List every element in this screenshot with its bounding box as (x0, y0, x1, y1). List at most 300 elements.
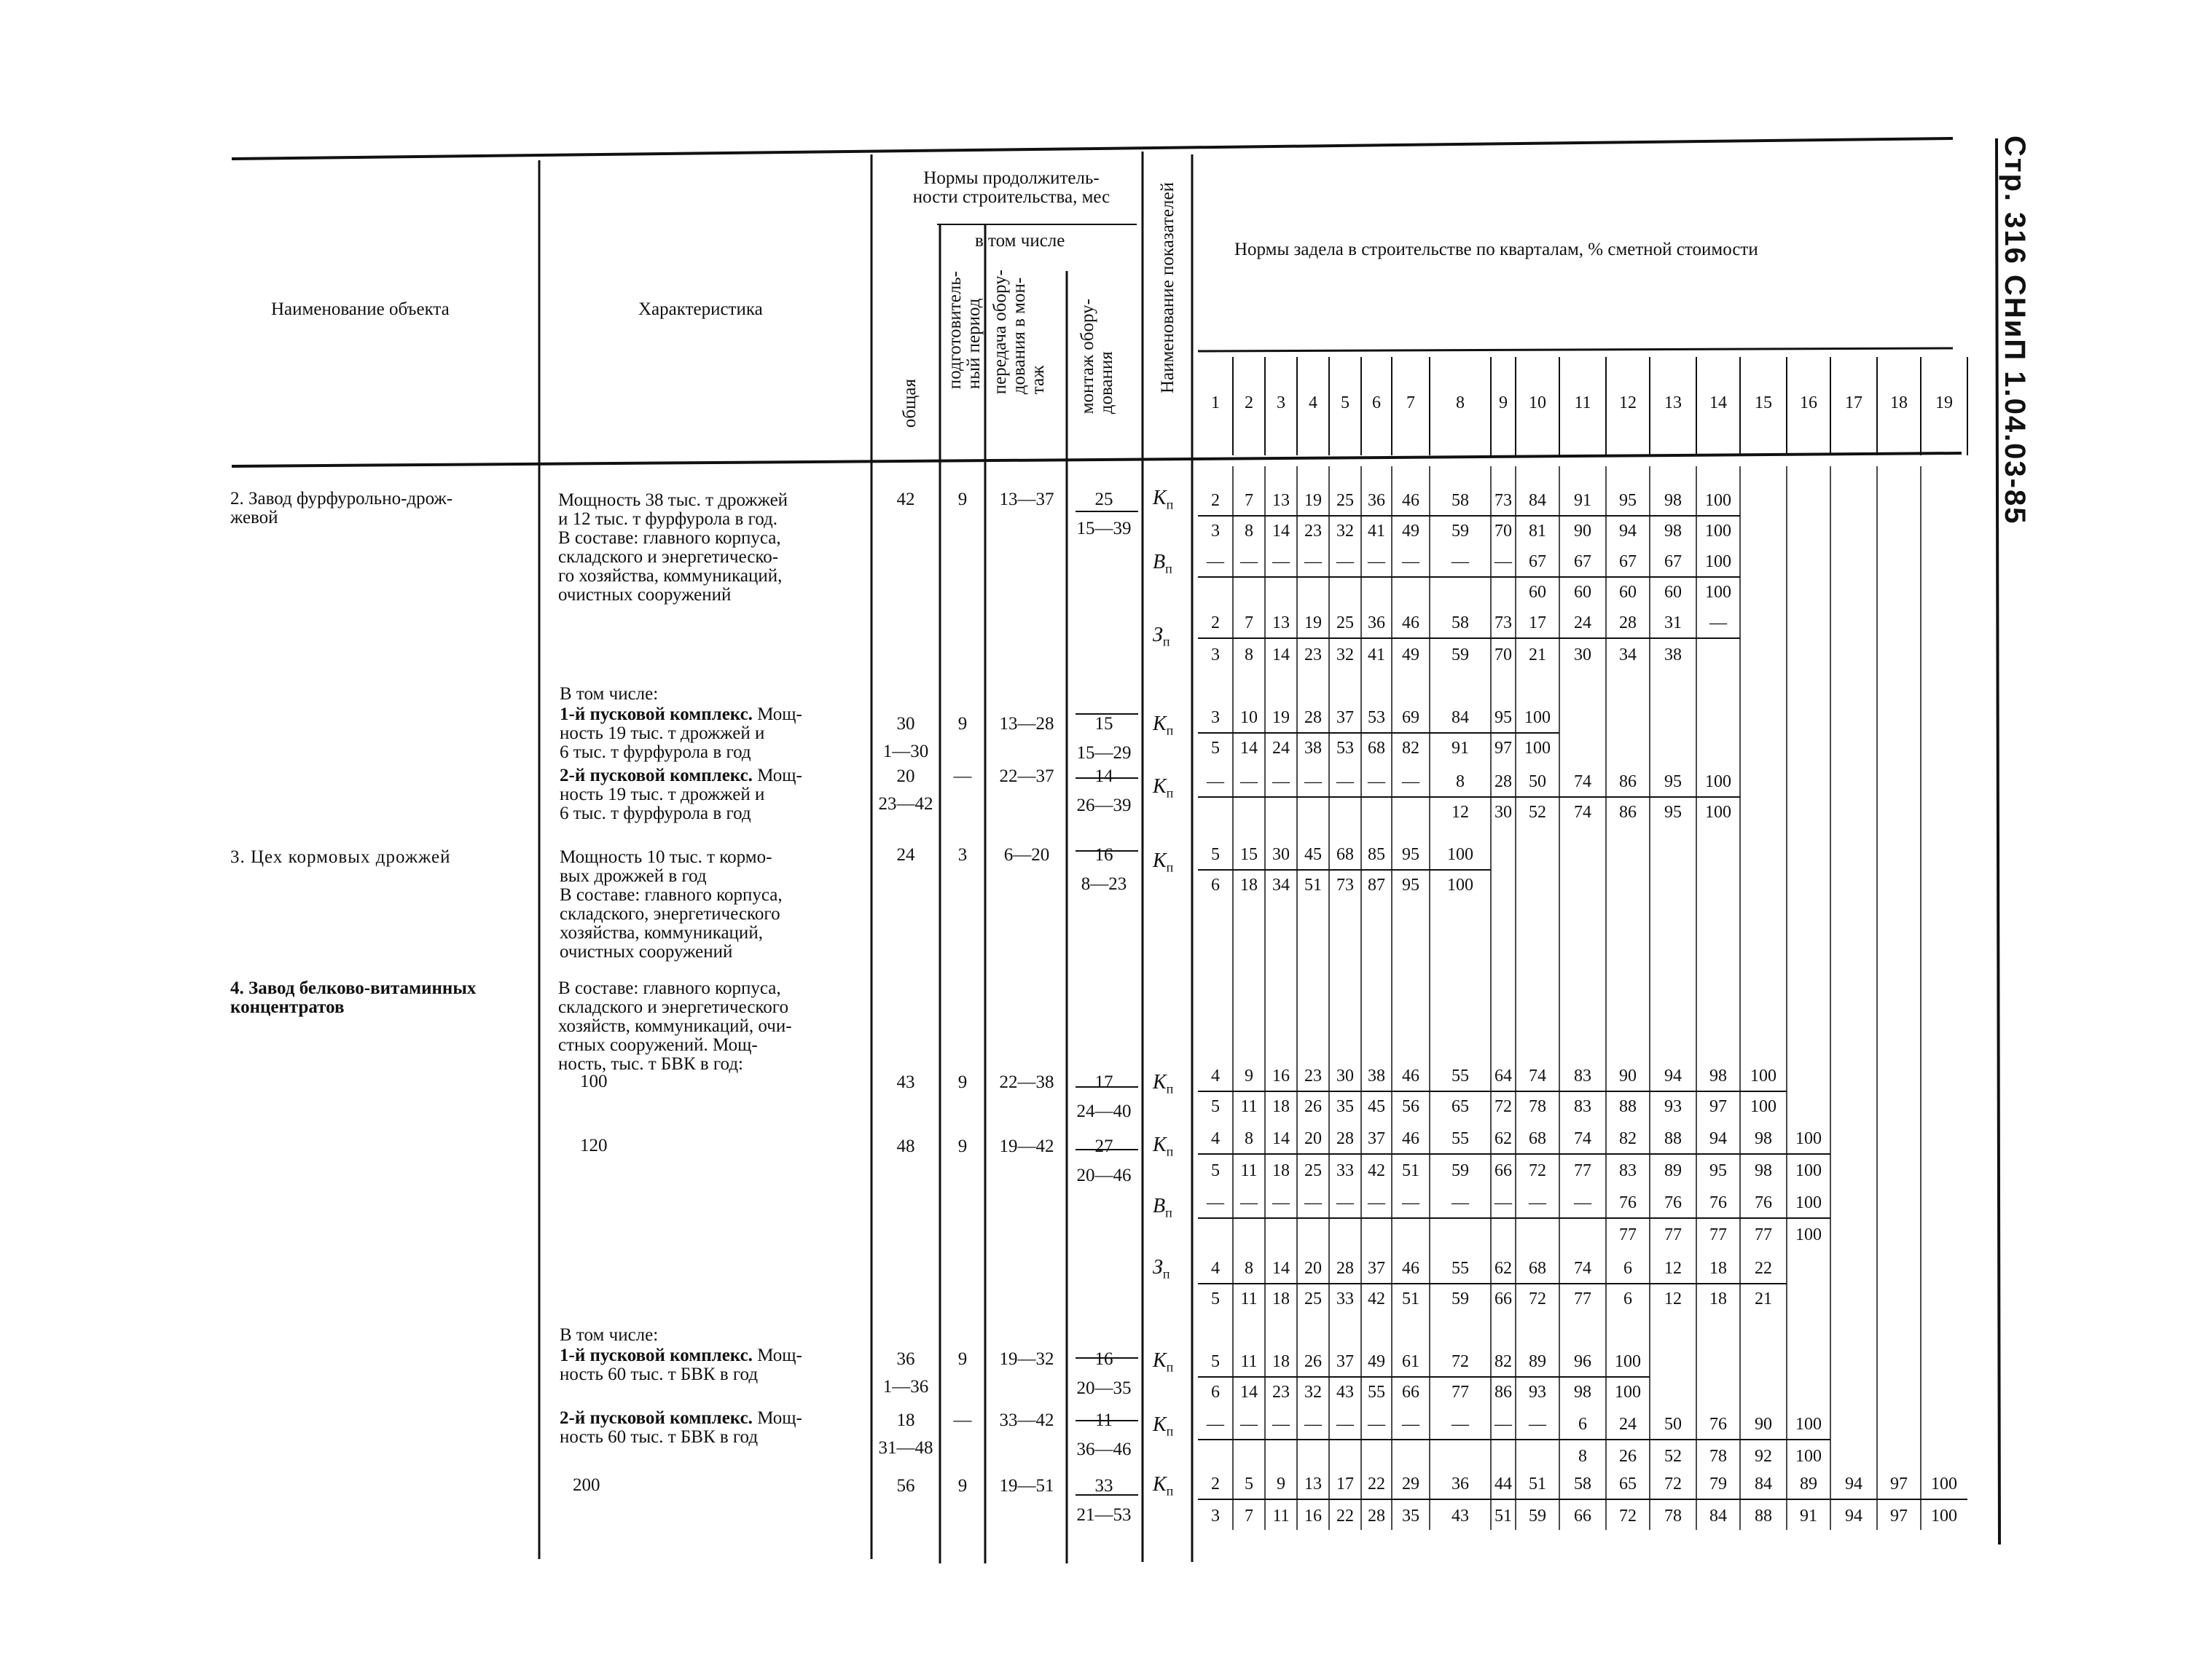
duration-total: 43 (896, 1072, 915, 1092)
value-cell: 5 (1211, 1352, 1220, 1371)
indicator-К (1153, 1071, 1173, 1097)
quarter-3: 3 (1277, 393, 1285, 412)
value-cell: 23 (1304, 645, 1322, 664)
value-cell: 46 (1402, 491, 1419, 510)
value-cell: 98 (1664, 522, 1682, 541)
duration-install-range: 20—35 (1076, 1378, 1132, 1398)
value-cell: 72 (1619, 1507, 1637, 1526)
value-cell: 74 (1574, 1129, 1591, 1148)
value-cell: 100 (1524, 708, 1551, 727)
value-cell: 8 (1245, 1259, 1253, 1278)
header-duration-norms: Нормы продолжитель- ности строительства, мес (912, 168, 1110, 207)
value-cell: 5 (1211, 739, 1220, 758)
duration-prep: 9 (957, 1137, 968, 1156)
value-cell: 55 (1452, 1129, 1469, 1148)
value-cell: 98 (1755, 1161, 1772, 1180)
value-cell: 43 (1452, 1507, 1469, 1526)
value-cell: 25 (1336, 491, 1354, 510)
value-cell: — (1452, 1193, 1469, 1212)
value-cell: 84 (1709, 1507, 1727, 1526)
complex2-text: Мощ- ность 60 тыс. т БВК в год (560, 1408, 802, 1447)
value-cell: 88 (1619, 1097, 1637, 1116)
value-cell: 90 (1574, 522, 1591, 541)
value-cell: 28 (1304, 708, 1322, 727)
value-cell: — (1402, 772, 1419, 791)
value-cell: 77 (1452, 1383, 1469, 1402)
value-cell: — (1494, 1193, 1512, 1212)
value-cell: 51 (1402, 1161, 1419, 1180)
value-cell: 68 (1368, 739, 1385, 758)
duration-total: 20 (896, 766, 915, 786)
value-cell: 28 (1619, 613, 1637, 632)
value-cell: 31 (1664, 613, 1682, 632)
char-obj4-120: 120 (580, 1136, 608, 1155)
value-cell: 77 (1755, 1225, 1772, 1244)
value-cell: 66 (1402, 1383, 1419, 1402)
complex1-text: Мощ- ность 60 тыс. т БВК в год (560, 1346, 802, 1384)
value-cell: 51 (1402, 1290, 1419, 1308)
value-cell: 46 (1402, 1067, 1419, 1086)
value-cell: 95 (1619, 491, 1637, 510)
value-cell: 84 (1452, 708, 1469, 727)
value-cell: — (1452, 552, 1469, 571)
complex2-label: 2-й пусковой комплекс. (560, 1408, 753, 1428)
indicator-К (1153, 775, 1173, 801)
value-cell: 100 (1795, 1447, 1822, 1466)
value-cell: 21 (1529, 645, 1546, 664)
value-cell: 73 (1494, 491, 1512, 510)
value-cell: 86 (1494, 1383, 1512, 1402)
char-obj2-complex1 (560, 705, 802, 762)
value-cell: 11 (1240, 1161, 1258, 1180)
value-cell: 11 (1240, 1097, 1258, 1116)
value-cell: 97 (1890, 1475, 1908, 1493)
value-cell: 91 (1800, 1507, 1817, 1526)
value-cell: 35 (1402, 1507, 1419, 1526)
quarter-11: 11 (1574, 393, 1591, 412)
value-cell: 87 (1368, 876, 1385, 895)
value-cell: 55 (1452, 1259, 1469, 1278)
header-characteristic: Характеристика (638, 299, 763, 319)
value-cell: 98 (1574, 1383, 1591, 1402)
quarter-17: 17 (1845, 393, 1862, 412)
value-cell: 4 (1211, 1259, 1220, 1278)
value-cell: 53 (1336, 739, 1354, 758)
value-cell: 89 (1529, 1352, 1546, 1371)
value-cell: 49 (1402, 522, 1419, 541)
value-cell: 23 (1304, 522, 1322, 541)
indicator-letter: К (1153, 1134, 1167, 1156)
value-cell: 67 (1574, 552, 1591, 571)
value-cell: 14 (1272, 645, 1290, 664)
value-cell: 3 (1211, 708, 1220, 727)
value-cell: — (1336, 1415, 1354, 1434)
indicator-sub: п (1162, 634, 1170, 649)
duration-install-range: 20—46 (1076, 1166, 1132, 1185)
value-cell: — (1207, 552, 1224, 571)
duration-prep: 9 (957, 1349, 968, 1369)
indicator-sub: п (1166, 1424, 1174, 1439)
value-cell: 36 (1368, 491, 1385, 510)
value-cell: 11 (1240, 1352, 1258, 1371)
value-cell: 8 (1578, 1447, 1587, 1466)
value-cell: 90 (1619, 1067, 1637, 1086)
value-cell: 73 (1494, 613, 1512, 632)
indicator-letter: К (1153, 1071, 1167, 1094)
value-cell: 56 (1402, 1097, 1419, 1116)
value-cell: 6 (1211, 876, 1220, 895)
value-cell: 42 (1368, 1161, 1385, 1180)
value-cell: — (1240, 1415, 1258, 1434)
indicator-В (1153, 1195, 1172, 1221)
quarter-8: 8 (1456, 393, 1465, 412)
value-cell: 94 (1845, 1507, 1862, 1526)
value-cell: 60 (1574, 583, 1591, 602)
quarter-4: 4 (1309, 393, 1317, 412)
value-cell: 17 (1336, 1475, 1354, 1493)
value-cell: 90 (1755, 1415, 1772, 1434)
value-cell: 49 (1368, 1352, 1385, 1371)
duration-install-range: 8—23 (1081, 874, 1127, 894)
indicator-letter: К (1153, 1473, 1167, 1496)
value-cell: 24 (1619, 1415, 1637, 1434)
value-cell: 58 (1452, 613, 1469, 632)
quarter-15: 15 (1755, 393, 1772, 412)
value-cell: 94 (1619, 522, 1637, 541)
value-cell: 22 (1368, 1475, 1385, 1493)
value-cell: 66 (1494, 1290, 1512, 1308)
char-obj2-incl: В том числе: (560, 684, 659, 704)
value-cell: 53 (1368, 708, 1385, 727)
value-cell: 12 (1664, 1259, 1682, 1278)
value-cell: 23 (1272, 1383, 1290, 1402)
value-cell: 76 (1709, 1193, 1727, 1212)
value-cell: 5 (1245, 1475, 1253, 1493)
complex1-label: 1-й пусковой комплекс. (560, 704, 753, 724)
quarter-10: 10 (1529, 393, 1546, 412)
value-cell: 72 (1452, 1352, 1469, 1371)
value-cell: 91 (1452, 739, 1469, 758)
value-cell: 97 (1709, 1097, 1727, 1116)
grid-line (1997, 138, 1999, 1544)
duration-prep: 9 (957, 490, 968, 509)
duration-total-range: 23—42 (878, 794, 933, 814)
quarter-2: 2 (1245, 393, 1253, 412)
value-cell: 76 (1709, 1415, 1727, 1434)
duration-transfer: 13—28 (999, 714, 1054, 734)
grid-line (1198, 348, 1953, 351)
value-cell: 83 (1619, 1161, 1637, 1180)
value-cell: 100 (1615, 1352, 1641, 1371)
value-cell: 77 (1619, 1225, 1637, 1244)
quarter-14: 14 (1709, 393, 1727, 412)
value-cell: 60 (1619, 583, 1637, 602)
value-cell: 8 (1245, 522, 1253, 541)
value-cell: 6 (1578, 1415, 1587, 1434)
value-cell: — (1494, 1415, 1512, 1434)
value-cell: 13 (1304, 1475, 1322, 1493)
value-cell: 69 (1402, 708, 1419, 727)
indicator-sub: п (1166, 1081, 1174, 1096)
duration-install: 33 (1094, 1476, 1113, 1496)
duration-install: 14 (1094, 766, 1113, 786)
quarter-16: 16 (1800, 393, 1817, 412)
value-cell: 25 (1304, 1290, 1322, 1308)
value-cell: 83 (1574, 1097, 1591, 1116)
value-cell: 82 (1494, 1352, 1512, 1371)
value-cell: 3 (1211, 645, 1220, 664)
value-cell: 8 (1245, 645, 1253, 664)
indicator-letter: З (1153, 1256, 1163, 1279)
value-cell: 14 (1272, 1129, 1290, 1148)
value-cell: 100 (1447, 876, 1473, 895)
value-cell: 95 (1494, 708, 1512, 727)
value-cell: 2 (1211, 613, 1220, 632)
duration-transfer: 22—38 (999, 1072, 1054, 1092)
value-cell: — (1368, 1415, 1385, 1434)
duration-prep: — (953, 1410, 972, 1430)
value-cell: 100 (1447, 845, 1473, 864)
value-cell: 18 (1709, 1259, 1727, 1278)
value-cell: 6 (1211, 1383, 1220, 1402)
value-cell: 6 (1623, 1259, 1632, 1278)
value-cell: — (1240, 772, 1258, 791)
duration-install: 16 (1094, 1349, 1113, 1369)
value-cell: 41 (1368, 522, 1385, 541)
value-cell: 4 (1211, 1067, 1220, 1086)
indicator-sub: п (1166, 1359, 1174, 1375)
value-cell: 100 (1705, 552, 1731, 571)
value-cell: 43 (1336, 1383, 1354, 1402)
value-cell: 59 (1452, 1290, 1469, 1308)
char-obj3: Мощность 10 тыс. т кормо- вых дрожжей в год В составе: главного корпуса, складского, энергетического хозяйства, коммуникаций, очистных сооружений (560, 847, 783, 962)
value-cell: 45 (1304, 845, 1322, 864)
duration-install-range: 36—46 (1076, 1440, 1132, 1459)
header-equipment-install: монтаж обору- дования (1078, 299, 1116, 415)
value-cell: 68 (1529, 1129, 1546, 1148)
value-cell: 76 (1619, 1193, 1637, 1212)
value-cell: 19 (1304, 613, 1322, 632)
value-cell: 7 (1245, 613, 1253, 632)
value-cell: 55 (1368, 1383, 1385, 1402)
indicator-З (1153, 1256, 1170, 1282)
indicator-sub: п (1166, 1144, 1174, 1159)
value-cell: 50 (1529, 772, 1546, 791)
char-obj4-200: 200 (573, 1475, 600, 1495)
value-cell: 98 (1664, 491, 1682, 510)
object-4: 4. Завод белково-витаминных концентратов (230, 978, 477, 1017)
value-cell: 4 (1211, 1129, 1220, 1148)
value-cell: 64 (1494, 1067, 1512, 1086)
value-cell: 26 (1619, 1447, 1637, 1466)
value-cell: 72 (1529, 1161, 1546, 1180)
value-cell: 95 (1402, 845, 1419, 864)
indicator-letter: К (1153, 487, 1167, 509)
value-cell: 100 (1524, 739, 1551, 758)
page-side-title: Стр. 316 СНиП 1.04.03-85 (1999, 136, 2031, 525)
indicator-К (1153, 487, 1173, 513)
duration-install-range: 15—39 (1076, 519, 1132, 538)
indicator-К (1153, 1349, 1173, 1375)
duration-install: 11 (1094, 1410, 1113, 1430)
value-cell: 22 (1755, 1259, 1772, 1278)
value-cell: — (1494, 552, 1512, 571)
value-cell: 51 (1494, 1507, 1512, 1526)
value-cell: 68 (1336, 845, 1354, 864)
value-cell: 32 (1304, 1383, 1322, 1402)
char-obj2: Мощность 38 тыс. т дрожжей и 12 тыс. т фурфурола в год. В составе: главного корпуса, складского и энергетическо- го хозяйства, коммуникаций, очистных сооружений (558, 490, 788, 605)
value-cell: 26 (1304, 1352, 1322, 1371)
indicator-К (1153, 1134, 1173, 1160)
value-cell: 18 (1272, 1161, 1290, 1180)
value-cell: 59 (1452, 522, 1469, 541)
value-cell: 45 (1368, 1097, 1385, 1116)
value-cell: 82 (1619, 1129, 1637, 1148)
value-cell: 59 (1452, 645, 1469, 664)
value-cell: — (1336, 1193, 1354, 1212)
char-obj4-100: 100 (580, 1072, 608, 1091)
value-cell: 61 (1402, 1352, 1419, 1371)
value-cell: 42 (1368, 1290, 1385, 1308)
value-cell: 16 (1272, 1067, 1290, 1086)
value-cell: 30 (1494, 803, 1512, 822)
value-cell: 95 (1709, 1161, 1727, 1180)
value-cell: 88 (1755, 1507, 1772, 1526)
value-cell: 73 (1336, 876, 1354, 895)
duration-install: 16 (1094, 845, 1113, 865)
duration-prep: 9 (957, 1476, 968, 1496)
quarter-7: 7 (1406, 393, 1415, 412)
value-cell: 29 (1402, 1475, 1419, 1493)
value-cell: 14 (1272, 522, 1290, 541)
value-cell: 13 (1272, 491, 1290, 510)
value-cell: 38 (1664, 645, 1682, 664)
value-cell: 2 (1211, 1475, 1220, 1493)
value-cell: 25 (1336, 613, 1354, 632)
value-cell: — (1240, 552, 1258, 571)
value-cell: 100 (1795, 1193, 1822, 1212)
value-cell: 100 (1931, 1507, 1957, 1526)
value-cell: 83 (1574, 1067, 1591, 1086)
value-cell: 8 (1456, 772, 1465, 791)
duration-install: 15 (1094, 714, 1113, 734)
value-cell: 74 (1574, 803, 1591, 822)
value-cell: 59 (1452, 1161, 1469, 1180)
indicator-sub: п (1166, 785, 1174, 801)
value-cell: 70 (1494, 522, 1512, 541)
indicator-sub: п (1162, 1266, 1170, 1281)
indicator-letter: К (1153, 1413, 1167, 1436)
value-cell: 22 (1336, 1507, 1354, 1526)
value-cell: 94 (1845, 1475, 1862, 1493)
value-cell: 74 (1574, 772, 1591, 791)
duration-total: 18 (896, 1410, 915, 1430)
value-cell: 49 (1402, 645, 1419, 664)
value-cell: 51 (1304, 876, 1322, 895)
value-cell: 21 (1755, 1290, 1772, 1308)
value-cell: — (1709, 613, 1727, 632)
value-cell: — (1304, 552, 1322, 571)
value-cell: 76 (1755, 1193, 1772, 1212)
quarter-13: 13 (1664, 393, 1682, 412)
char-obj4-complex2 (560, 1409, 802, 1447)
value-cell: 12 (1452, 803, 1469, 822)
value-cell: — (1529, 1193, 1546, 1212)
value-cell: — (1574, 1193, 1591, 1212)
value-cell: 96 (1574, 1352, 1591, 1371)
value-cell: — (1207, 772, 1224, 791)
header-object-name: Наименование объекта (271, 299, 450, 319)
indicator-letter: К (1153, 775, 1167, 798)
value-cell: 74 (1574, 1259, 1591, 1278)
value-cell: 17 (1529, 613, 1546, 632)
quarter-9: 9 (1499, 393, 1508, 412)
value-cell: 41 (1368, 645, 1385, 664)
value-cell: 18 (1240, 876, 1258, 895)
value-cell: 11 (1240, 1290, 1258, 1308)
value-cell: 46 (1402, 1129, 1419, 1148)
value-cell: 95 (1664, 803, 1682, 822)
value-cell: 14 (1240, 1383, 1258, 1402)
duration-install: 25 (1094, 490, 1113, 509)
duration-total-range: 1—36 (882, 1377, 929, 1397)
quarter-1: 1 (1211, 393, 1220, 412)
value-cell: 2 (1211, 491, 1220, 510)
value-cell: 28 (1494, 772, 1512, 791)
value-cell: 5 (1211, 1161, 1220, 1180)
value-cell: 72 (1664, 1475, 1682, 1493)
value-cell: 93 (1664, 1097, 1682, 1116)
value-cell: 100 (1705, 491, 1731, 510)
indicator-sub: п (1166, 497, 1174, 512)
value-cell: 100 (1750, 1067, 1776, 1086)
duration-transfer: 33—42 (999, 1410, 1054, 1430)
duration-total: 24 (896, 845, 915, 865)
value-cell: 91 (1574, 491, 1591, 510)
duration-prep: 3 (957, 845, 968, 865)
value-cell: 35 (1336, 1097, 1354, 1116)
complex1-text: Мощ- ность 19 тыс. т дрожжей и 6 тыс. т фурфурола в год (560, 704, 802, 762)
duration-prep: 9 (957, 1072, 968, 1092)
value-cell: 65 (1619, 1475, 1637, 1493)
value-cell: — (1368, 772, 1385, 791)
value-cell: 76 (1664, 1193, 1682, 1212)
value-cell: 52 (1664, 1447, 1682, 1466)
indicator-letter: К (1153, 1349, 1167, 1372)
header-equipment-transfer: передача обору- дования в мон- таж (990, 270, 1048, 395)
value-cell: 5 (1211, 1290, 1220, 1308)
duration-install: 17 (1094, 1072, 1113, 1092)
value-cell: — (1207, 1415, 1224, 1434)
value-cell: 46 (1402, 613, 1419, 632)
value-cell: 44 (1494, 1475, 1512, 1493)
value-cell: 6 (1623, 1290, 1632, 1308)
duration-total-range: 31—48 (878, 1438, 933, 1458)
char-obj4-complex1 (560, 1346, 802, 1384)
value-cell: 30 (1574, 645, 1591, 664)
value-cell: — (1402, 552, 1419, 571)
value-cell: 5 (1211, 845, 1220, 864)
value-cell: 19 (1304, 491, 1322, 510)
value-cell: 60 (1529, 583, 1546, 602)
value-cell: 3 (1211, 1507, 1220, 1526)
value-cell: 89 (1800, 1475, 1817, 1493)
value-cell: — (1402, 1193, 1419, 1212)
value-cell: 9 (1277, 1475, 1285, 1493)
value-cell: 12 (1664, 1290, 1682, 1308)
duration-total: 30 (896, 714, 915, 734)
value-cell: 94 (1664, 1067, 1682, 1086)
